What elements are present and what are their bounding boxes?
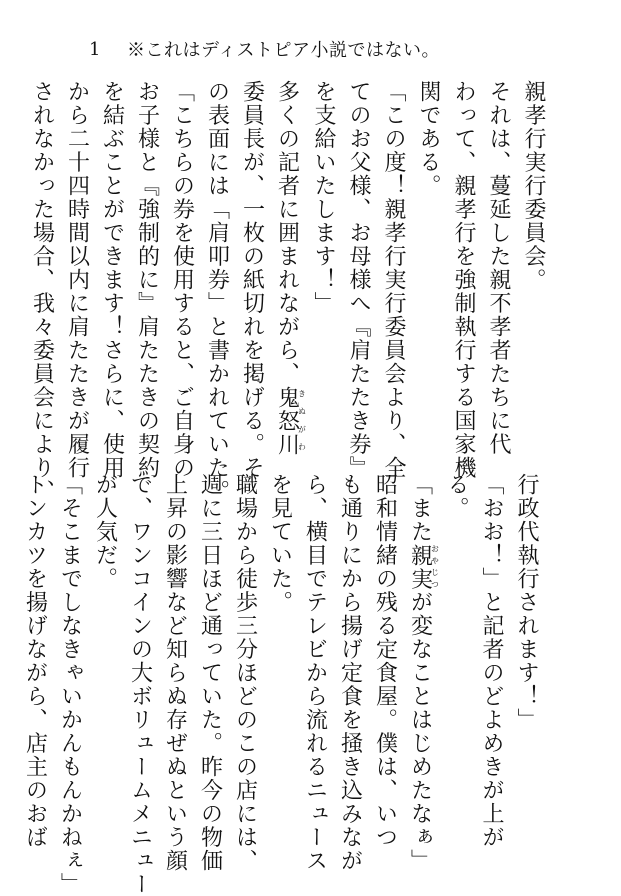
ruby-base: 鬼怒川 <box>274 385 300 456</box>
text-line: の表面には「肩叩券」と書かれていた。 <box>204 80 230 503</box>
text-line: で、ワンコインの大ボリュームメニュー <box>127 473 153 896</box>
page-header <box>89 35 440 63</box>
text-line-segment: が変なことはじめたなぁ」 <box>407 590 433 873</box>
ruby-reading: きぬがわ <box>297 385 307 456</box>
text-line: わって、親孝行を強制執行する国家機 <box>451 80 476 480</box>
text-line: る。 <box>444 473 469 520</box>
text-line-segment: 「また <box>407 473 433 544</box>
text-line: ら、横目でテレビから流れるニュース <box>302 473 328 873</box>
page-number: 1 <box>89 38 101 60</box>
text-line: お子様と『強制的に』肩たたきの契約 <box>134 80 160 480</box>
text-line: それは、蔓延した親不孝者たちに代 <box>486 80 511 456</box>
bottom-text-block <box>22 473 544 896</box>
text-line: 職場から徒歩三分ほどのこの店には、 <box>232 473 258 873</box>
ruby-name <box>274 385 307 457</box>
text-line: 「おお！」と記者のどよめきが上が <box>479 473 504 849</box>
top-text-block <box>29 80 551 503</box>
text-line: が人気だ。 <box>92 473 118 591</box>
text-line: 「この度！親孝行実行委員会より、全 <box>381 80 406 480</box>
text-line: されなかった場合、我々委員会により、 <box>29 80 55 503</box>
text-line: 昭和情緒の残る定食屋。僕は、いつ <box>372 473 398 849</box>
ruby-base: 親実 <box>407 543 433 591</box>
ruby-reading: おやじつ <box>430 543 440 591</box>
text-line: 行政代執行されます！」 <box>514 473 539 732</box>
text-line: 「こちらの券を使用すると、ご自身の <box>169 80 195 480</box>
ruby-word <box>407 543 440 591</box>
text-line: から二十四時間以内に肩たたきが履行 <box>64 80 90 480</box>
text-line: も通りにから揚げ定食を掻き込みなが <box>337 473 363 873</box>
text-line: 親孝行実行委員会。 <box>521 80 546 292</box>
text-line-segment: 多くの記者に囲まれながら、 <box>274 80 300 386</box>
text-line: 委員長が、一枚の紙切れを掲げる。そ <box>239 80 265 480</box>
text-line: を見ていた。 <box>267 473 293 614</box>
text-line-with-ruby <box>403 473 440 873</box>
text-line: トンカツを揚げながら、店主のおば <box>22 473 48 849</box>
text-line: 「そこまでしなきゃいかんもんかねぇ」 <box>57 473 83 896</box>
text-line: を支給いたします！」 <box>311 80 336 315</box>
text-line: てのお父様、お母様へ『肩たたき券』 <box>346 80 371 480</box>
text-line: 関である。 <box>416 80 441 198</box>
text-line: 週に三日ほど通っていた。昨今の物価 <box>197 473 223 873</box>
text-line: 上昇の影響など知らぬ存ぜぬという顔 <box>162 473 188 873</box>
text-line-with-ruby <box>270 80 307 456</box>
page-title: ※これはディストピア小説ではない。 <box>126 40 441 61</box>
text-line: を結ぶことができます！さらに、使用 <box>99 80 125 480</box>
